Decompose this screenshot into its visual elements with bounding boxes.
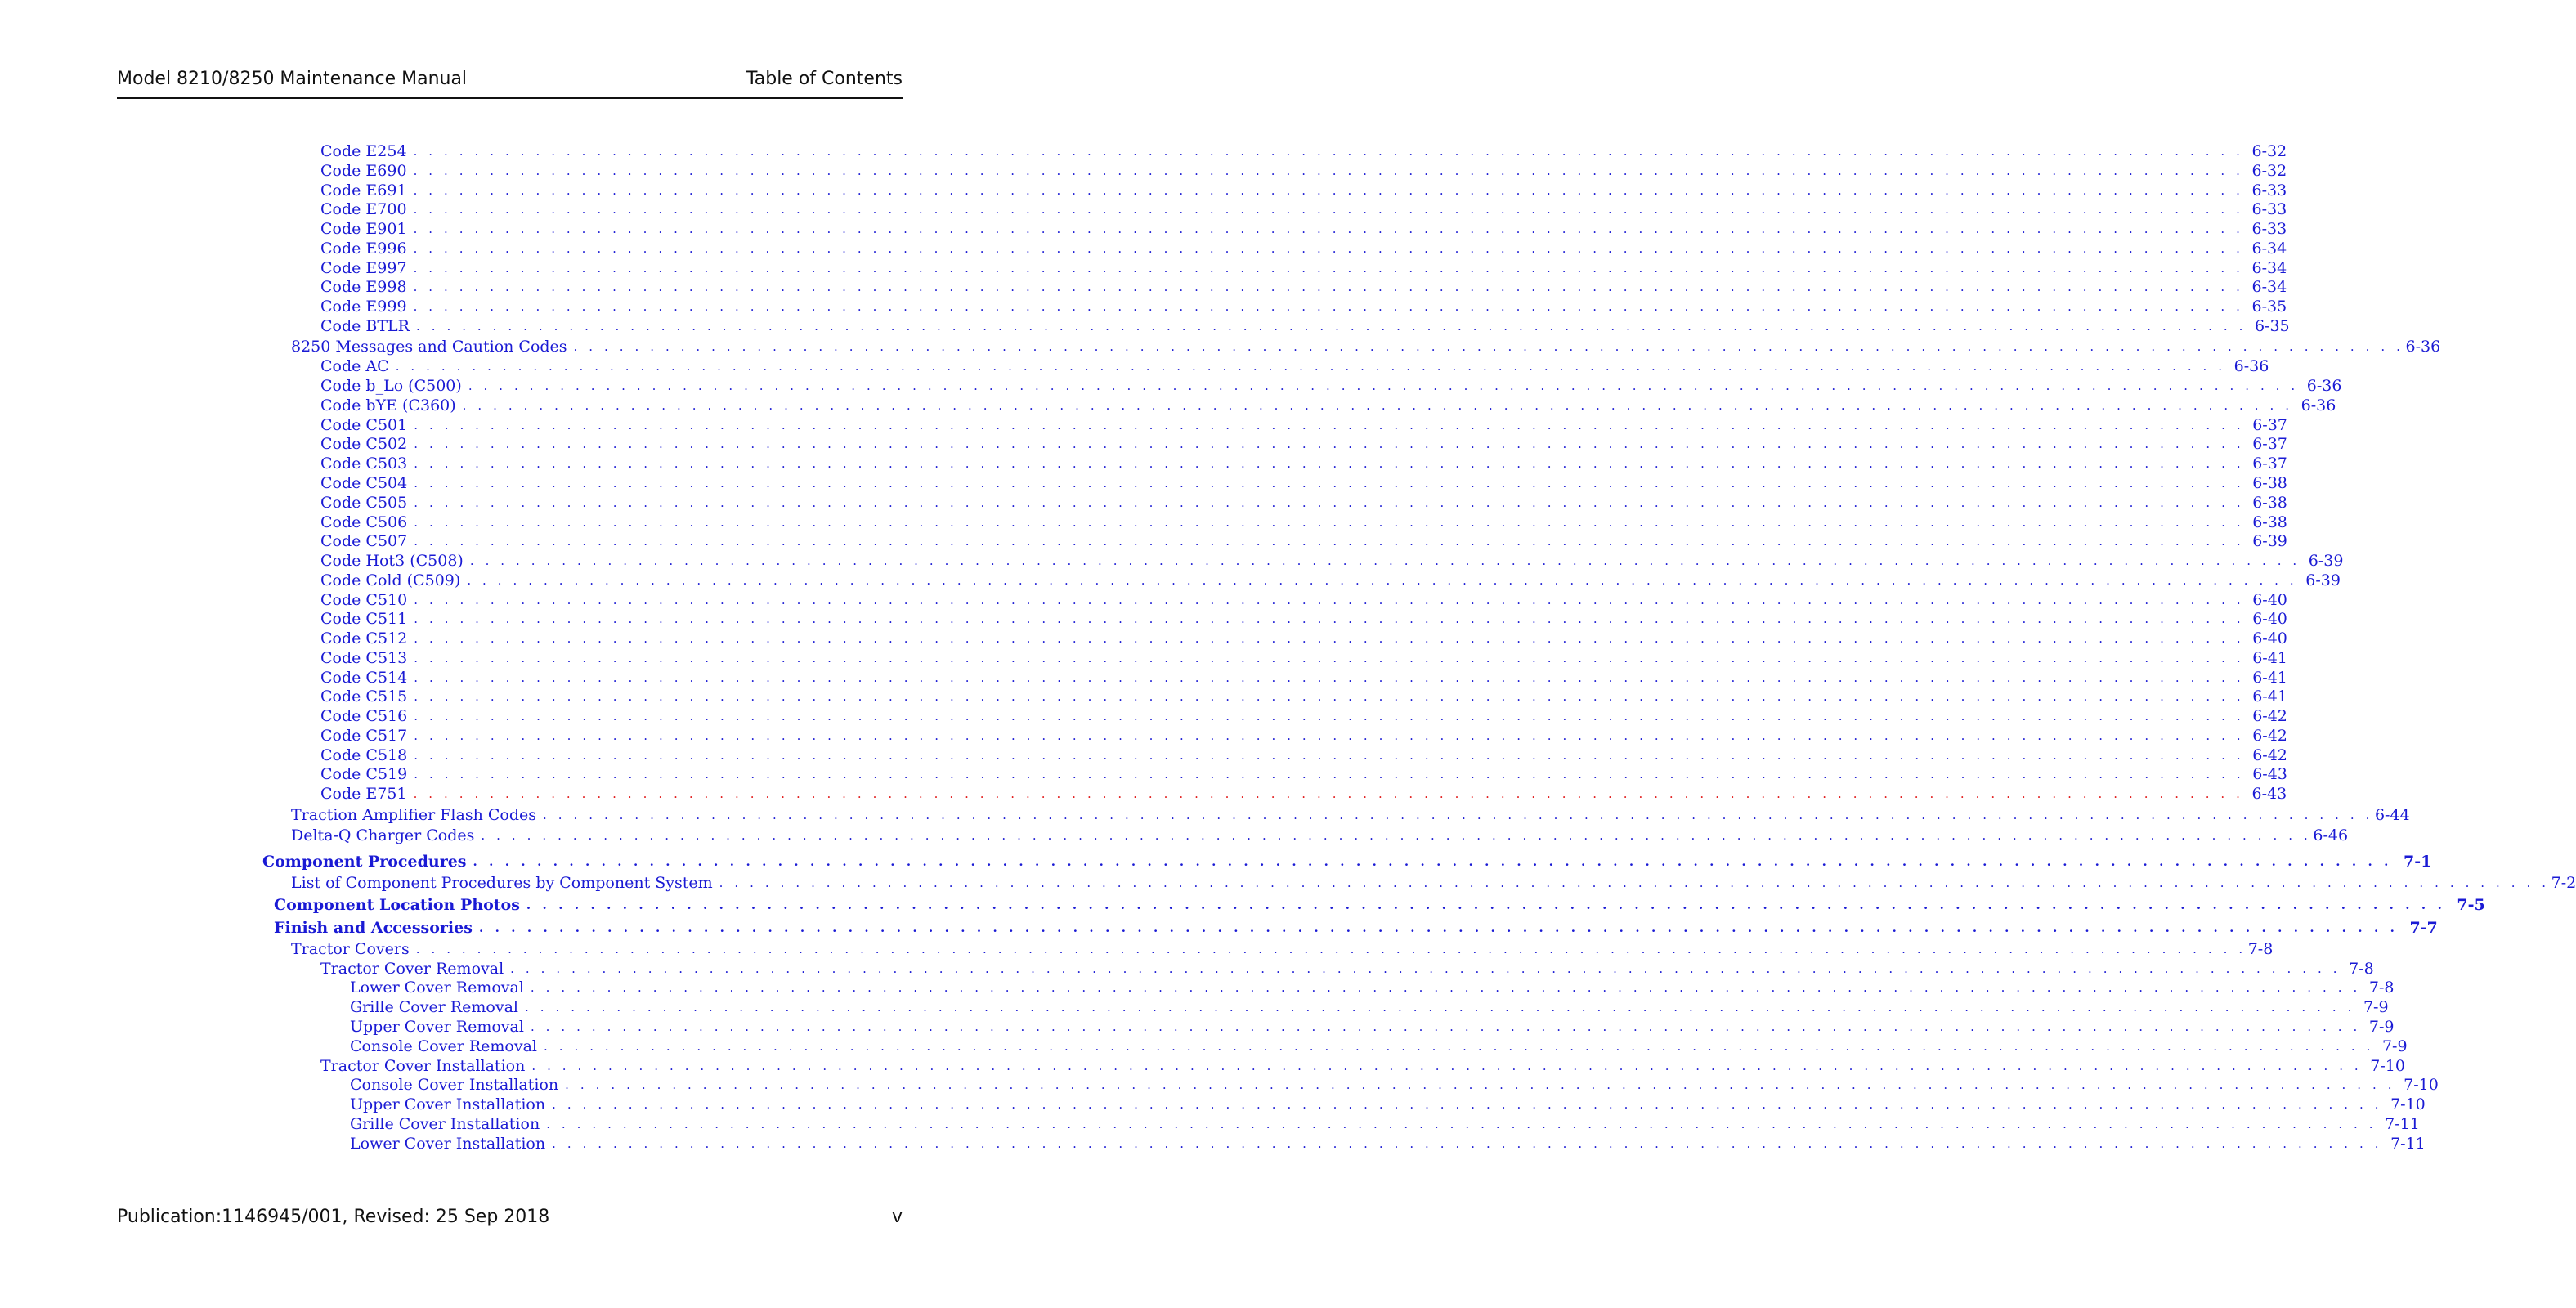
toc-entry-title: Code BTLR bbox=[320, 317, 410, 335]
dot-leader: . . . . . . . . . . . . . . . . . . . . . . . . . . . . . . . . . . . . . . . . . . . . . . . . . . . . . . . . . . . . . . . . . . . . . . . . . . . . . . . . . . . . . . . . . . . . . . . . . . . . . . . . . . . . . . . . . . . . . . . . bbox=[719, 876, 2550, 890]
dot-leader: . . . . . . . . . . . . . . . . . . . . . . . . . . . . . . . . . . . . . . . . . . . . . . . . . . . . . . . . . . . . . . . . . . . . . . . . . . . . . . . . . . . . . . . . . . . . . . . . . . . . . . . . . . . . . . . . . . . . . . . . bbox=[530, 1019, 2361, 1034]
toc-entry-title: Code C507 bbox=[320, 532, 408, 550]
toc-entry-title: Upper Cover Removal bbox=[350, 1018, 524, 1036]
toc-entry-title: Code C501 bbox=[320, 416, 408, 434]
toc-entry-page: 6-35 bbox=[2251, 298, 2287, 316]
toc-entry-title: Finish and Accessories bbox=[274, 919, 473, 937]
toc-entry-page: 6-40 bbox=[2252, 591, 2287, 609]
toc-entry-title: Traction Amplifier Flash Codes bbox=[291, 806, 536, 824]
dot-leader: . . . . . . . . . . . . . . . . . . . . . . . . . . . . . . . . . . . . . . . . . . . . . . . . . . . . . . . . . . . . . . . . . . . . . . . . . . . . . . . . . . . . . . . . . . . . . . . . . . . . . . . . . . . . . . . . . . . . . . . . bbox=[526, 898, 2446, 912]
toc-entry-title: Code C502 bbox=[320, 435, 408, 453]
dot-leader: . . . . . . . . . . . . . . . . . . . . . . . . . . . . . . . . . . . . . . . . . . . . . . . . . . . . . . . . . . . . . . . . . . . . . . . . . . . . . . . . . . . . . . . . . . . . . . . . . . . . . . . . . . . . . . . . . . . . . . . . bbox=[414, 748, 2245, 763]
toc-entry[interactable] bbox=[320, 277, 2287, 297]
toc-entry-title: Tractor Covers bbox=[291, 940, 410, 958]
dot-leader: . . . . . . . . . . . . . . . . . . . . . . . . . . . . . . . . . . . . . . . . . . . . . . . . . . . . . . . . . . . . . . . . . . . . . . . . . . . . . . . . . . . . . . . . . . . . . . . . . . . . . . . . . . . . . . . . . . . . . . . . bbox=[414, 689, 2245, 704]
toc-entry-page: 6-33 bbox=[2251, 200, 2287, 218]
header-rule bbox=[117, 97, 903, 99]
toc-entry[interactable] bbox=[320, 396, 2336, 415]
toc-entry-title: Code C504 bbox=[320, 474, 408, 492]
toc-entry-page: 7-11 bbox=[2385, 1115, 2420, 1133]
toc-entry[interactable] bbox=[320, 219, 2287, 239]
dot-leader: . . . . . . . . . . . . . . . . . . . . . . . . . . . . . . . . . . . . . . . . . . . . . . . . . . . . . . . . . . . . . . . . . . . . . . . . . . . . . . . . . . . . . . . . . . . . . . . . . . . . . . . . . . . . . . . . . . . . . . . . bbox=[414, 593, 2245, 607]
toc-entry-title: Code E998 bbox=[320, 278, 407, 296]
toc-entry-title: Component Location Photos bbox=[274, 896, 520, 914]
toc-entry-page: 6-42 bbox=[2252, 707, 2287, 725]
toc-entry-title: Code C511 bbox=[320, 610, 408, 628]
toc-entry[interactable] bbox=[350, 1075, 2439, 1095]
dot-leader: . . . . . . . . . . . . . . . . . . . . . . . . . . . . . . . . . . . . . . . . . . . . . . . . . . . . . . . . . . . . . . . . . . . . . . . . . . . . . . . . . . . . . . . . . . . . . . . . . . . . . . . . . . . . . . . . . . . . . . . . bbox=[414, 611, 2245, 626]
toc-entry-title: Code E254 bbox=[320, 142, 407, 160]
toc-entry-page: 7-9 bbox=[2381, 1037, 2408, 1055]
toc-entry[interactable] bbox=[320, 141, 2287, 161]
dot-leader: . . . . . . . . . . . . . . . . . . . . . . . . . . . . . . . . . . . . . . . . . . . . . . . . . . . . . . . . . . . . . . . . . . . . . . . . . . . . . . . . . . . . . . . . . . . . . . . . . . . . . . . . . . . . . . . . . . . . . . . . bbox=[473, 854, 2392, 869]
toc-entry-page: 7-1 bbox=[2404, 853, 2432, 871]
toc-entry-title: Code C510 bbox=[320, 591, 408, 609]
toc-entry[interactable] bbox=[320, 590, 2287, 610]
toc-entry-page: 7-9 bbox=[2368, 1018, 2395, 1036]
toc-entry-page: 6-38 bbox=[2252, 474, 2287, 492]
toc-entry[interactable] bbox=[320, 726, 2287, 746]
toc-entry-page: 6-46 bbox=[2313, 826, 2349, 844]
dot-leader: . . . . . . . . . . . . . . . . . . . . . . . . . . . . . . . . . . . . . . . . . . . . . . . . . . . . . . . . . . . . . . . . . . . . . . . . . . . . . . . . . . . . . . . . . . . . . . . . . . . . . . . . . . . . . . . . . . . . . . . . bbox=[414, 418, 2245, 432]
toc-entry[interactable] bbox=[320, 258, 2287, 278]
toc-entry-page: 7-10 bbox=[2390, 1095, 2426, 1113]
dot-leader: . . . . . . . . . . . . . . . . . . . . . . . . . . . . . . . . . . . . . . . . . . . . . . . . . . . . . . . . . . . . . . . . . . . . . . . . . . . . . . . . . . . . . . . . . . . . . . . . . . . . . . . . . . . . . . . . . . . . . . . . bbox=[414, 456, 2245, 471]
toc-entry[interactable] bbox=[320, 376, 2342, 396]
toc-entry-page: 7-7 bbox=[2409, 919, 2438, 937]
dot-leader: . . . . . . . . . . . . . . . . . . . . . . . . . . . . . . . . . . . . . . . . . . . . . . . . . . . . . . . . . . . . . . . . . . . . . . . . . . . . . . . . . . . . . . . . . . . . . . . . . . . . . . . . . . . . . . . . . . . . . . . . bbox=[413, 222, 2244, 236]
toc-entry-page: 6-38 bbox=[2252, 494, 2287, 512]
dot-leader: . . . . . . . . . . . . . . . . . . . . . . . . . . . . . . . . . . . . . . . . . . . . . . . . . . . . . . . . . . . . . . . . . . . . . . . . . . . . . . . . . . . . . . . . . . . . . . . . . . . . . . . . . . . . . . . . . . . . . . . . bbox=[414, 437, 2245, 451]
toc-entry-page: 6-32 bbox=[2251, 162, 2287, 180]
header-manual-title: Model 8210/8250 Maintenance Manual bbox=[117, 69, 468, 89]
toc-entry[interactable] bbox=[320, 434, 2287, 454]
toc-entry-title: Code E751 bbox=[320, 785, 407, 803]
toc-entry-page: 6-32 bbox=[2251, 142, 2287, 160]
toc-entry-page: 6-36 bbox=[2233, 357, 2269, 375]
toc-entry[interactable] bbox=[320, 356, 2269, 376]
toc-entry-title: Code E901 bbox=[320, 220, 407, 238]
footer-publication: Publication:1146945/001, Revised: 25 Sep 2018 bbox=[117, 1207, 550, 1227]
dot-leader: . . . . . . . . . . . . . . . . . . . . . . . . . . . . . . . . . . . . . . . . . . . . . . . . . . . . . . . . . . . . . . . . . . . . . . . . . . . . . . . . . . . . . . . . . . . . . . . . . . . . . . . . . . . . . . . . . . . . . . . . bbox=[552, 1136, 2383, 1151]
toc-entry-page: 6-41 bbox=[2252, 649, 2287, 667]
toc-entry-title: Code AC bbox=[320, 357, 389, 375]
dot-leader: . . . . . . . . . . . . . . . . . . . . . . . . . . . . . . . . . . . . . . . . . . . . . . . . . . . . . . . . . . . . . . . . . . . . . . . . . . . . . . . . . . . . . . . . . . . . . . . . . . . . . . . . . . . . . . . . . . . . . . . . bbox=[573, 339, 2404, 354]
toc-entry[interactable] bbox=[274, 918, 2438, 938]
toc-entry[interactable] bbox=[320, 746, 2287, 765]
dot-leader: . . . . . . . . . . . . . . . . . . . . . . . . . . . . . . . . . . . . . . . . . . . . . . . . . . . . . . . . . . . . . . . . . . . . . . . . . . . . . . . . . . . . . . . . . . . . . . . . . . . . . . . . . . . . . . . . . . . . . . . . bbox=[415, 319, 2247, 334]
toc-entry-title: Code b_Lo (C500) bbox=[320, 377, 462, 395]
dot-leader: . . . . . . . . . . . . . . . . . . . . . . . . . . . . . . . . . . . . . . . . . . . . . . . . . . . . . . . . . . . . . . . . . . . . . . . . . . . . . . . . . . . . . . . . . . . . . . . . . . . . . . . . . . . . . . . . . . . . . . . . bbox=[565, 1077, 2396, 1092]
toc-entry-title: Code bYE (C360) bbox=[320, 396, 456, 414]
toc-entry-title: Lower Cover Installation bbox=[350, 1135, 546, 1153]
toc-entry-page: 6-39 bbox=[2308, 552, 2344, 570]
dot-leader: . . . . . . . . . . . . . . . . . . . . . . . . . . . . . . . . . . . . . . . . . . . . . . . . . . . . . . . . . . . . . . . . . . . . . . . . . . . . . . . . . . . . . . . . . . . . . . . . . . . . . . . . . . . . . . . . . . . . . . . . bbox=[414, 728, 2245, 743]
toc-entry-page: 6-36 bbox=[2405, 338, 2441, 356]
toc-entry-title: Code E690 bbox=[320, 162, 407, 180]
dot-leader: . . . . . . . . . . . . . . . . . . . . . . . . . . . . . . . . . . . . . . . . . . . . . . . . . . . . . . . . . . . . . . . . . . . . . . . . . . . . . . . . . . . . . . . . . . . . . . . . . . . . . . . . . . . . . . . . . . . . . . . . bbox=[414, 709, 2245, 723]
dot-leader: . . . . . . . . . . . . . . . . . . . . . . . . . . . . . . . . . . . . . . . . . . . . . . . . . . . . . . . . . . . . . . . . . . . . . . . . . . . . . . . . . . . . . . . . . . . . . . . . . . . . . . . . . . . . . . . . . . . . . . . . bbox=[414, 767, 2245, 782]
toc-entry[interactable] bbox=[320, 531, 2287, 551]
toc-entry-page: 7-10 bbox=[2370, 1057, 2405, 1075]
toc-entry[interactable] bbox=[320, 239, 2287, 258]
dot-leader: . . . . . . . . . . . . . . . . . . . . . . . . . . . . . . . . . . . . . . . . . . . . . . . . . . . . . . . . . . . . . . . . . . . . . . . . . . . . . . . . . . . . . . . . . . . . . . . . . . . . . . . . . . . . . . . . . . . . . . . . bbox=[413, 280, 2244, 294]
toc-entry[interactable] bbox=[320, 199, 2287, 219]
dot-leader: . . . . . . . . . . . . . . . . . . . . . . . . . . . . . . . . . . . . . . . . . . . . . . . . . . . . . . . . . . . . . . . . . . . . . . . . . . . . . . . . . . . . . . . . . . . . . . . . . . . . . . . . . . . . . . . . . . . . . . . . bbox=[468, 379, 2299, 393]
toc-entry-page: 7-5 bbox=[2457, 896, 2485, 914]
toc-entry[interactable] bbox=[291, 873, 2576, 893]
toc-entry[interactable] bbox=[320, 648, 2287, 668]
header-section-title: Table of Contents bbox=[746, 69, 903, 89]
toc-entry[interactable] bbox=[320, 706, 2287, 726]
dot-leader: . . . . . . . . . . . . . . . . . . . . . . . . . . . . . . . . . . . . . . . . . . . . . . . . . . . . . . . . . . . . . . . . . . . . . . . . . . . . . . . . . . . . . . . . . . . . . . . . . . . . . . . . . . . . . . . . . . . . . . . . bbox=[414, 670, 2245, 685]
toc-entry-title: Code E691 bbox=[320, 181, 407, 199]
dot-leader: . . . . . . . . . . . . . . . . . . . . . . . . . . . . . . . . . . . . . . . . . . . . . . . . . . . . . . . . . . . . . . . . . . . . . . . . . . . . . . . . . . . . . . . . . . . . . . . . . . . . . . . . . . . . . . . . . . . . . . . . bbox=[414, 631, 2245, 646]
toc-entry-title: Code C518 bbox=[320, 746, 408, 764]
toc-entry-page: 6-39 bbox=[2252, 532, 2287, 550]
toc-entry[interactable] bbox=[350, 1095, 2426, 1114]
toc-entry-page: 6-43 bbox=[2251, 785, 2287, 803]
toc-entry[interactable] bbox=[350, 978, 2395, 997]
dot-leader: . . . . . . . . . . . . . . . . . . . . . . . . . . . . . . . . . . . . . . . . . . . . . . . . . . . . . . . . . . . . . . . . . . . . . . . . . . . . . . . . . . . . . . . . . . . . . . . . . . . . . . . . . . . . . . . . . . . . . . . . bbox=[413, 299, 2244, 314]
toc-entry[interactable] bbox=[320, 454, 2287, 473]
toc-entry-title: Code Hot3 (C508) bbox=[320, 552, 464, 570]
dot-leader: . . . . . . . . . . . . . . . . . . . . . . . . . . . . . . . . . . . . . . . . . . . . . . . . . . . . . . . . . . . . . . . . . . . . . . . . . . . . . . . . . . . . . . . . . . . . . . . . . . . . . . . . . . . . . . . . . . . . . . . . bbox=[467, 573, 2298, 588]
toc-entry-page: 6-36 bbox=[2306, 377, 2342, 395]
toc-entry-page: 7-2 bbox=[2551, 874, 2576, 892]
dot-leader: . . . . . . . . . . . . . . . . . . . . . . . . . . . . . . . . . . . . . . . . . . . . . . . . . . . . . . . . . . . . . . . . . . . . . . . . . . . . . . . . . . . . . . . . . . . . . . . . . . . . . . . . . . . . . . . . . . . . . . . . bbox=[413, 786, 2244, 801]
toc-entry-title: Code C503 bbox=[320, 455, 408, 473]
toc-entry-title: Code C516 bbox=[320, 707, 408, 725]
toc-entry[interactable] bbox=[320, 1056, 2405, 1076]
dot-leader: . . . . . . . . . . . . . . . . . . . . . . . . . . . . . . . . . . . . . . . . . . . . . . . . . . . . . . . . . . . . . . . . . . . . . . . . . . . . . . . . . . . . . . . . . . . . . . . . . . . . . . . . . . . . . . . . . . . . . . . . bbox=[414, 476, 2245, 490]
dot-leader: . . . . . . . . . . . . . . . . . . . . . . . . . . . . . . . . . . . . . . . . . . . . . . . . . . . . . . . . . . . . . . . . . . . . . . . . . . . . . . . . . . . . . . . . . . . . . . . . . . . . . . . . . . . . . . . . . . . . . . . . bbox=[413, 241, 2244, 256]
toc-entry-title: Console Cover Removal bbox=[350, 1037, 537, 1055]
toc-entry-page: 6-37 bbox=[2252, 416, 2287, 434]
toc-entry-page: 6-43 bbox=[2252, 765, 2287, 783]
toc-entry-title: Component Procedures bbox=[262, 853, 467, 871]
toc-entry-page: 6-39 bbox=[2305, 571, 2341, 589]
toc-entry-page: 6-42 bbox=[2252, 746, 2287, 764]
dot-leader: . . . . . . . . . . . . . . . . . . . . . . . . . . . . . . . . . . . . . . . . . . . . . . . . . . . . . . . . . . . . . . . . . . . . . . . . . . . . . . . . . . . . . . . . . . . . . . . . . . . . . . . . . . . . . . . . . . . . . . . . bbox=[413, 164, 2244, 178]
toc-entry[interactable] bbox=[291, 939, 2274, 959]
dot-leader: . . . . . . . . . . . . . . . . . . . . . . . . . . . . . . . . . . . . . . . . . . . . . . . . . . . . . . . . . . . . . . . . . . . . . . . . . . . . . . . . . . . . . . . . . . . . . . . . . . . . . . . . . . . . . . . . . . . . . . . . bbox=[395, 359, 2226, 374]
toc-entry[interactable] bbox=[320, 668, 2287, 688]
toc-entry-page: 6-37 bbox=[2252, 435, 2287, 453]
toc-entry-title: Code C505 bbox=[320, 494, 408, 512]
toc-entry-page: 7-9 bbox=[2363, 998, 2389, 1016]
toc-entry[interactable] bbox=[320, 764, 2287, 784]
toc-entry-title: Grille Cover Removal bbox=[350, 998, 518, 1016]
toc-entry[interactable] bbox=[262, 852, 2432, 871]
toc-entry[interactable] bbox=[320, 784, 2287, 804]
toc-entry-page: 6-40 bbox=[2252, 610, 2287, 628]
toc-entry-page: 7-10 bbox=[2404, 1076, 2439, 1094]
dot-leader: . . . . . . . . . . . . . . . . . . . . . . . . . . . . . . . . . . . . . . . . . . . . . . . . . . . . . . . . . . . . . . . . . . . . . . . . . . . . . . . . . . . . . . . . . . . . . . . . . . . . . . . . . . . . . . . . . . . . . . . . bbox=[478, 921, 2399, 935]
toc-entry-title: Code E700 bbox=[320, 200, 407, 218]
toc-entry-page: 6-35 bbox=[2254, 317, 2290, 335]
toc-entry-title: Code C519 bbox=[320, 765, 408, 783]
dot-leader: . . . . . . . . . . . . . . . . . . . . . . . . . . . . . . . . . . . . . . . . . . . . . . . . . . . . . . . . . . . . . . . . . . . . . . . . . . . . . . . . . . . . . . . . . . . . . . . . . . . . . . . . . . . . . . . . . . . . . . . . bbox=[525, 1000, 2355, 1015]
toc-entry-title: Code C514 bbox=[320, 669, 408, 687]
dot-leader: . . . . . . . . . . . . . . . . . . . . . . . . . . . . . . . . . . . . . . . . . . . . . . . . . . . . . . . . . . . . . . . . . . . . . . . . . . . . . . . . . . . . . . . . . . . . . . . . . . . . . . . . . . . . . . . . . . . . . . . . bbox=[510, 961, 2341, 976]
toc-entry-title: Code Cold (C509) bbox=[320, 571, 461, 589]
toc-entry-title: Tractor Cover Installation bbox=[320, 1057, 526, 1075]
toc-entry[interactable] bbox=[320, 571, 2341, 590]
toc-entry-title: Delta-Q Charger Codes bbox=[291, 826, 475, 844]
dot-leader: . . . . . . . . . . . . . . . . . . . . . . . . . . . . . . . . . . . . . . . . . . . . . . . . . . . . . . . . . . . . . . . . . . . . . . . . . . . . . . . . . . . . . . . . . . . . . . . . . . . . . . . . . . . . . . . . . . . . . . . . bbox=[413, 144, 2244, 159]
toc-entry-title: Code C513 bbox=[320, 649, 408, 667]
toc-entry[interactable] bbox=[320, 181, 2287, 200]
toc-entry[interactable] bbox=[291, 826, 2349, 845]
toc-entry[interactable] bbox=[320, 473, 2287, 493]
dot-leader: . . . . . . . . . . . . . . . . . . . . . . . . . . . . . . . . . . . . . . . . . . . . . . . . . . . . . . . . . . . . . . . . . . . . . . . . . . . . . . . . . . . . . . . . . . . . . . . . . . . . . . . . . . . . . . . . . . . . . . . . bbox=[531, 1059, 2363, 1073]
dot-leader: . . . . . . . . . . . . . . . . . . . . . . . . . . . . . . . . . . . . . . . . . . . . . . . . . . . . . . . . . . . . . . . . . . . . . . . . . . . . . . . . . . . . . . . . . . . . . . . . . . . . . . . . . . . . . . . . . . . . . . . . bbox=[469, 553, 2300, 568]
toc-entry[interactable] bbox=[320, 959, 2374, 979]
dot-leader: . . . . . . . . . . . . . . . . . . . . . . . . . . . . . . . . . . . . . . . . . . . . . . . . . . . . . . . . . . . . . . . . . . . . . . . . . . . . . . . . . . . . . . . . . . . . . . . . . . . . . . . . . . . . . . . . . . . . . . . . bbox=[546, 1117, 2377, 1131]
toc-entry-page: 6-33 bbox=[2251, 181, 2287, 199]
toc-entry-title: Code E996 bbox=[320, 240, 407, 258]
toc-entry[interactable] bbox=[320, 415, 2287, 435]
toc-entry-page: 7-8 bbox=[2247, 940, 2274, 958]
toc-entry[interactable] bbox=[274, 895, 2485, 915]
toc-entry-title: List of Component Procedures by Component System bbox=[291, 874, 713, 892]
dot-leader: . . . . . . . . . . . . . . . . . . . . . . . . . . . . . . . . . . . . . . . . . . . . . . . . . . . . . . . . . . . . . . . . . . . . . . . . . . . . . . . . . . . . . . . . . . . . . . . . . . . . . . . . . . . . . . . . . . . . . . . . bbox=[462, 398, 2293, 413]
toc-entry-page: 6-34 bbox=[2251, 259, 2287, 277]
footer-page-number: v bbox=[891, 1207, 903, 1227]
dot-leader: . . . . . . . . . . . . . . . . . . . . . . . . . . . . . . . . . . . . . . . . . . . . . . . . . . . . . . . . . . . . . . . . . . . . . . . . . . . . . . . . . . . . . . . . . . . . . . . . . . . . . . . . . . . . . . . . . . . . . . . . bbox=[414, 515, 2245, 530]
dot-leader: . . . . . . . . . . . . . . . . . . . . . . . . . . . . . . . . . . . . . . . . . . . . . . . . . . . . . . . . . . . . . . . . . . . . . . . . . . . . . . . . . . . . . . . . . . . . . . . . . . . . . . . . . . . . . . . . . . . . . . . . bbox=[552, 1097, 2383, 1112]
dot-leader: . . . . . . . . . . . . . . . . . . . . . . . . . . . . . . . . . . . . . . . . . . . . . . . . . . . . . . . . . . . . . . . . . . . . . . . . . . . . . . . . . . . . . . . . . . . . . . . . . . . . . . . . . . . . . . . . . . . . . . . . bbox=[543, 808, 2373, 822]
toc-entry-title: Grille Cover Installation bbox=[350, 1115, 540, 1133]
toc-entry-page: 6-37 bbox=[2252, 455, 2287, 473]
toc-entry-title: Code C512 bbox=[320, 629, 408, 647]
toc-entry-page: 7-8 bbox=[2349, 960, 2374, 978]
toc-entry-page: 6-33 bbox=[2251, 220, 2287, 238]
toc-entry[interactable] bbox=[350, 1114, 2420, 1134]
toc-entry-page: 6-38 bbox=[2252, 513, 2287, 531]
toc-entry-page: 6-44 bbox=[2374, 806, 2410, 824]
toc-entry[interactable] bbox=[291, 337, 2441, 356]
toc-entry-page: 6-42 bbox=[2252, 727, 2287, 745]
toc-entry[interactable] bbox=[350, 1017, 2395, 1037]
toc-entry[interactable] bbox=[350, 1037, 2408, 1056]
toc-entry[interactable] bbox=[320, 629, 2287, 648]
toc-entry-page: 6-41 bbox=[2252, 669, 2287, 687]
toc-entry-page: 6-36 bbox=[2300, 396, 2336, 414]
dot-leader: . . . . . . . . . . . . . . . . . . . . . . . . . . . . . . . . . . . . . . . . . . . . . . . . . . . . . . . . . . . . . . . . . . . . . . . . . . . . . . . . . . . . . . . . . . . . . . . . . . . . . . . . . . . . . . . . . . . . . . . . bbox=[413, 261, 2244, 275]
toc-entry[interactable] bbox=[320, 551, 2344, 571]
dot-leader: . . . . . . . . . . . . . . . . . . . . . . . . . . . . . . . . . . . . . . . . . . . . . . . . . . . . . . . . . . . . . . . . . . . . . . . . . . . . . . . . . . . . . . . . . . . . . . . . . . . . . . . . . . . . . . . . . . . . . . . . bbox=[530, 980, 2361, 995]
toc-entry[interactable] bbox=[320, 161, 2287, 181]
toc-entry-page: 6-41 bbox=[2252, 688, 2287, 706]
toc-entry-page: 7-8 bbox=[2368, 979, 2395, 997]
dot-leader: . . . . . . . . . . . . . . . . . . . . . . . . . . . . . . . . . . . . . . . . . . . . . . . . . . . . . . . . . . . . . . . . . . . . . . . . . . . . . . . . . . . . . . . . . . . . . . . . . . . . . . . . . . . . . . . . . . . . . . . . bbox=[543, 1039, 2374, 1054]
toc-entry-title: Code E997 bbox=[320, 259, 407, 277]
toc-entry-page: 6-34 bbox=[2251, 278, 2287, 296]
dot-leader: . . . . . . . . . . . . . . . . . . . . . . . . . . . . . . . . . . . . . . . . . . . . . . . . . . . . . . . . . . . . . . . . . . . . . . . . . . . . . . . . . . . . . . . . . . . . . . . . . . . . . . . . . . . . . . . . . . . . . . . . bbox=[415, 942, 2247, 956]
toc-entry[interactable] bbox=[320, 297, 2287, 316]
toc-entry-title: Tractor Cover Removal bbox=[320, 960, 504, 978]
toc-entry[interactable] bbox=[350, 1134, 2426, 1153]
toc-entry[interactable] bbox=[320, 316, 2290, 336]
dot-leader: . . . . . . . . . . . . . . . . . . . . . . . . . . . . . . . . . . . . . . . . . . . . . . . . . . . . . . . . . . . . . . . . . . . . . . . . . . . . . . . . . . . . . . . . . . . . . . . . . . . . . . . . . . . . . . . . . . . . . . . . bbox=[413, 183, 2244, 198]
toc-entry-title: Console Cover Installation bbox=[350, 1076, 559, 1094]
toc-entry[interactable] bbox=[291, 805, 2410, 825]
toc-entry-title: Code C506 bbox=[320, 513, 408, 531]
toc-entry-title: Lower Cover Removal bbox=[350, 979, 524, 997]
dot-leader: . . . . . . . . . . . . . . . . . . . . . . . . . . . . . . . . . . . . . . . . . . . . . . . . . . . . . . . . . . . . . . . . . . . . . . . . . . . . . . . . . . . . . . . . . . . . . . . . . . . . . . . . . . . . . . . . . . . . . . . . bbox=[481, 828, 2312, 843]
dot-leader: . . . . . . . . . . . . . . . . . . . . . . . . . . . . . . . . . . . . . . . . . . . . . . . . . . . . . . . . . . . . . . . . . . . . . . . . . . . . . . . . . . . . . . . . . . . . . . . . . . . . . . . . . . . . . . . . . . . . . . . . bbox=[414, 495, 2245, 510]
toc-entry[interactable] bbox=[320, 687, 2287, 706]
toc-entry-page: 6-34 bbox=[2251, 240, 2287, 258]
toc-entry-page: 7-11 bbox=[2390, 1135, 2426, 1153]
toc-entry-title: Upper Cover Installation bbox=[350, 1095, 546, 1113]
toc-entry[interactable] bbox=[320, 493, 2287, 513]
dot-leader: . . . . . . . . . . . . . . . . . . . . . . . . . . . . . . . . . . . . . . . . . . . . . . . . . . . . . . . . . . . . . . . . . . . . . . . . . . . . . . . . . . . . . . . . . . . . . . . . . . . . . . . . . . . . . . . . . . . . . . . . bbox=[414, 534, 2245, 549]
dot-leader: . . . . . . . . . . . . . . . . . . . . . . . . . . . . . . . . . . . . . . . . . . . . . . . . . . . . . . . . . . . . . . . . . . . . . . . . . . . . . . . . . . . . . . . . . . . . . . . . . . . . . . . . . . . . . . . . . . . . . . . . bbox=[413, 202, 2244, 217]
toc-entry-title: Code C517 bbox=[320, 727, 408, 745]
toc-entry[interactable] bbox=[320, 513, 2287, 532]
toc-entry-page: 6-40 bbox=[2252, 629, 2287, 647]
toc-entry[interactable] bbox=[320, 609, 2287, 629]
toc-entry-title: Code C515 bbox=[320, 688, 408, 706]
toc-entry-title: 8250 Messages and Caution Codes bbox=[291, 338, 567, 356]
toc-entry-title: Code E999 bbox=[320, 298, 407, 316]
dot-leader: . . . . . . . . . . . . . . . . . . . . . . . . . . . . . . . . . . . . . . . . . . . . . . . . . . . . . . . . . . . . . . . . . . . . . . . . . . . . . . . . . . . . . . . . . . . . . . . . . . . . . . . . . . . . . . . . . . . . . . . . bbox=[414, 651, 2245, 665]
toc-entry[interactable] bbox=[350, 997, 2389, 1017]
